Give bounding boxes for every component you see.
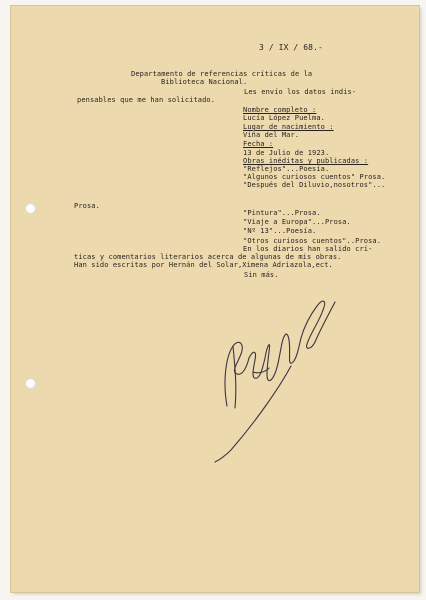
recipient-line: Biblioteca Nacional. xyxy=(161,78,248,86)
reviews-line: Han sido escritas por Hernán del Solar,Ximena Adriazola,ect. xyxy=(74,261,333,269)
recipient-line: Departamento de referencias críticas de la xyxy=(131,70,313,78)
work-item: "Después del Diluvio,nosotros"... xyxy=(243,181,386,189)
work-item: "Nº 13"...Poesía. xyxy=(243,227,317,235)
punch-hole-bottom xyxy=(25,378,36,389)
work-item: "Otros curiosos cuentos"..Prosa. xyxy=(243,237,382,245)
name-value: Lucía López Puelma. xyxy=(243,114,325,122)
intro-line: Les envío los datos indis- xyxy=(244,88,357,96)
punch-hole-top xyxy=(25,203,36,214)
letter-date: 3 / IX / 68.- xyxy=(259,43,323,52)
intro-line: pensables que me han solicitado. xyxy=(77,96,216,104)
work-item: Prosa. xyxy=(74,202,100,210)
birth-date-value: 13 de Julio de 1923. xyxy=(243,149,330,157)
birthplace-label: Lugar de nacimiento : xyxy=(243,123,334,131)
name-label: Nombre completo : xyxy=(243,106,317,114)
reviews-line: En los diarios han salido crí- xyxy=(243,245,373,253)
letter-sheet xyxy=(11,6,419,592)
work-item: "Pintura"...Prosa. xyxy=(243,209,321,217)
work-item: "Reflejos"...Poesía. xyxy=(243,165,330,173)
reviews-line: ticas y comentarios literarios acerca de algunas de mis obras. xyxy=(74,253,342,261)
closing: Sin más. xyxy=(244,271,279,279)
birthplace-value: Viña del Mar. xyxy=(243,131,300,139)
birth-date-label: Fecha : xyxy=(243,140,274,148)
work-item: "Algunos curiosos cuentos" Prosa. xyxy=(243,173,386,181)
work-item: "Viaje a Europa"...Prosa. xyxy=(243,218,351,226)
handwritten-signature xyxy=(207,288,342,463)
works-label: Obras inéditas y publicadas : xyxy=(243,157,369,165)
